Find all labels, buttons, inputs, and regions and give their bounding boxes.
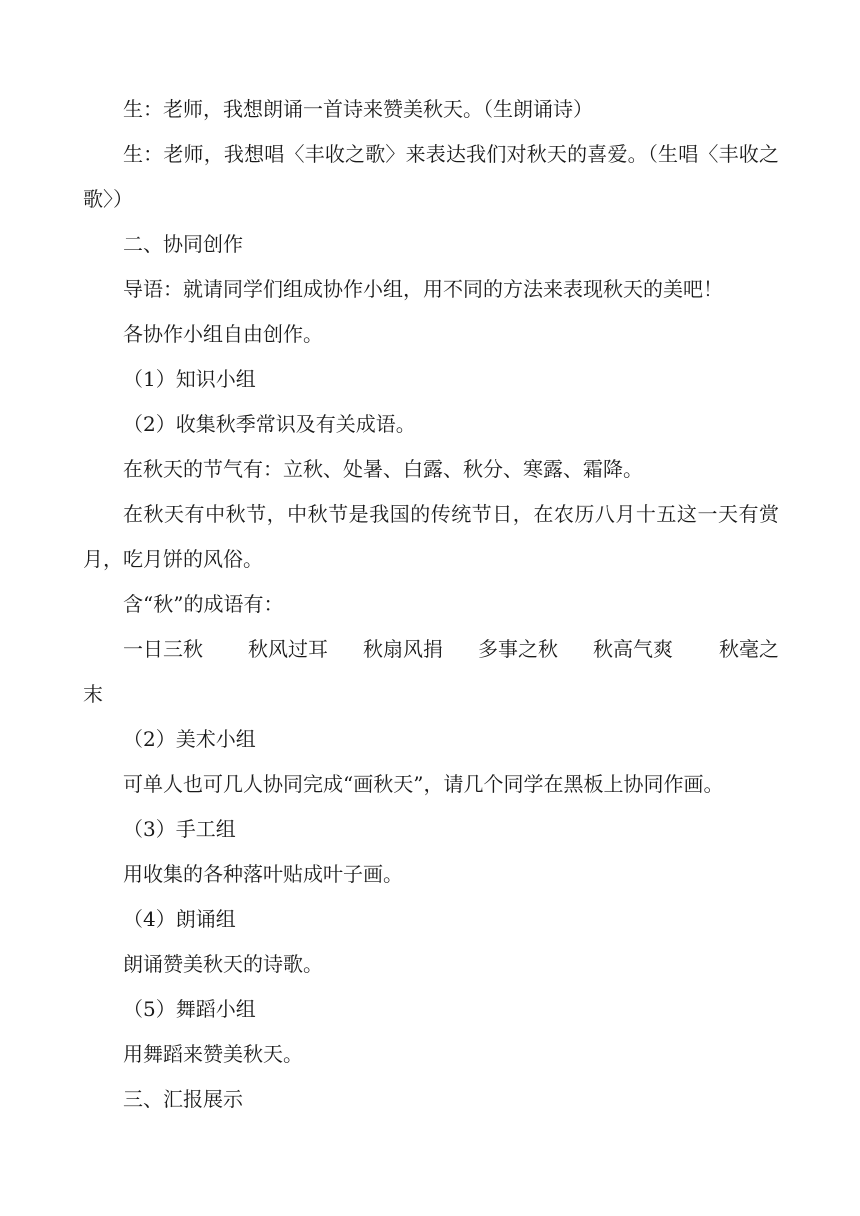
paragraph-idioms-intro: 含“秋”的成语有： (123, 592, 284, 616)
paragraph-mid-autumn: 在秋天有中秋节，中秋节是我国的传统节日，在农历八月十五这一天有赏月，吃月饼的风俗。 (83, 502, 779, 571)
group-heading-knowledge: （1）知识小组 (123, 367, 256, 391)
section-heading-report-show: 三、汇报展示 (123, 1087, 243, 1111)
idiom-item: 多事之秋 (478, 637, 558, 661)
paragraph-dance: 用舞蹈来赞美秋天。 (123, 1042, 303, 1066)
idiom-continuation: 末 (83, 682, 103, 706)
paragraph-solar-terms: 在秋天的节气有：立秋、处暑、白露、秋分、寒露、霜降。 (123, 457, 643, 481)
paragraph-student-poem: 生：老师，我想朗诵一首诗来赞美秋天。（生朗诵诗） (123, 97, 593, 121)
idiom-item: 秋扇风捐 (363, 637, 443, 661)
paragraph-student-song: 生：老师，我想唱〈丰收之歌〉来表达我们对秋天的喜爱。（生唱〈丰收之歌〉） (83, 142, 779, 211)
idiom-item: 秋高气爽 (593, 637, 673, 661)
group-heading-handcraft: （3）手工组 (123, 817, 236, 841)
group-heading-art: （2）美术小组 (123, 727, 256, 751)
paragraph-recite-poems: 朗诵赞美秋天的诗歌。 (123, 952, 323, 976)
document-body (83, 87, 779, 1122)
idiom-item: 秋风过耳 (248, 637, 328, 661)
group-heading-dance: （5）舞蹈小组 (123, 997, 256, 1021)
idiom-item: 秋毫之 (719, 637, 779, 661)
paragraph-leaf-painting: 用收集的各种落叶贴成叶子画。 (123, 862, 403, 886)
paragraph-groups-create: 各协作小组自由创作。 (123, 322, 323, 346)
idiom-list (83, 627, 779, 717)
paragraph-collect-knowledge: （2）收集秋季常识及有关成语。 (123, 412, 416, 436)
group-heading-recitation: （4）朗诵组 (123, 907, 236, 931)
paragraph-draw-autumn: 可单人也可几人协同完成“画秋天”，请几个同学在黑板上协同作画。 (123, 772, 724, 796)
section-heading-collaborative-creation: 二、协同创作 (123, 232, 243, 256)
paragraph-intro: 导语：就请同学们组成协作小组，用不同的方法来表现秋天的美吧！ (123, 277, 723, 301)
idiom-item: 一日三秋 (123, 637, 203, 661)
